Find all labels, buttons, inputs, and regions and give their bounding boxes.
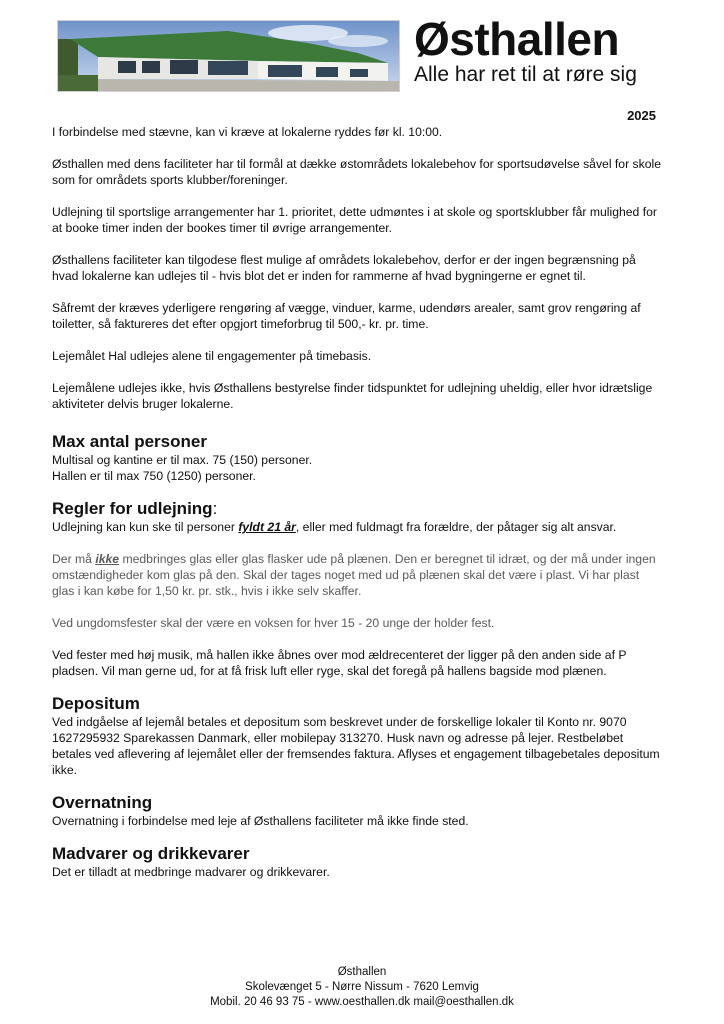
section-deposit — [52, 694, 664, 778]
website-link[interactable]: www.oesthallen.dk — [314, 996, 411, 1008]
paragraph-priority: Udlejning til sportslige arrangementer har 1. prioritet, dette udmøntes i at skole og sportsklubber får mulighed for at booke timer inden der bookes timer til øvrige arrangementer. — [52, 205, 657, 235]
heading-max-persons: Max antal personer — [52, 432, 207, 451]
paragraph-facilities: Østhallens faciliteter kan tilgodese flest mulige af områdets lokalebehov, derfor er der ingen begrænsning på hvad lokalerne kan udlejes til - hvis blot det er inden for rammerne af hvad bygningerne er egnet til. — [52, 253, 636, 283]
max-persons-hall: Hallen er til max 750 (1250) personer. — [52, 469, 256, 483]
food-text: Det er tilladt at medbringe madvarer og drikkevarer. — [52, 865, 330, 879]
heading-deposit: Depositum — [52, 694, 140, 713]
rule-no-glass: Der må ikke medbringes glas eller glas flasker ude på plænen. Den er beregnet til idræt, og der må under ingen omstændigheder kom glas på den. Skal der tages noget med ud på plænen skal det være i plast. Vi har plast glas i kan købe for 1,50 kr. pr. stk., hvis i ikke selv skaffer. — [52, 552, 656, 598]
footer-contact: Mobil. 20 46 93 75 - www.oesthallen.dk mail@oesthallen.dk — [210, 996, 514, 1008]
paragraph-board-decision: Lejemålene udlejes ikke, hvis Østhallens bestyrelse finder tidspunktet for udlejning uheldig, eller hvor idrætslige aktiviteter delvis bruger lokalerne. — [52, 381, 653, 411]
section-rules — [52, 499, 664, 679]
email-link[interactable]: mail@oesthallen.dk — [413, 996, 514, 1008]
rule-youth-parties: Ved ungdomsfester skal der være en voksen for hver 15 - 20 unge der holder fest. — [52, 616, 495, 630]
rule-loud-music: Ved fester med høj musik, må hallen ikke åbnes over mod ældrecenteret der ligger på den anden side af P pladsen. Vil man gerne ud, for at få frisk luft eller ryge, skal det foregå på hallens bagside mod plænen. — [52, 648, 627, 678]
footer-address: Skolevænget 5 - Nørre Nissum - 7620 Lemvig — [245, 981, 479, 993]
hall-photo — [57, 20, 400, 92]
heading-overnight: Overnatning — [52, 793, 153, 812]
section-overnight — [52, 793, 664, 829]
paragraph-cleaning-fee: Såfremt der kræves yderligere rengøring af vægge, vinduer, karme, udendørs arealer, samt grov rengøring af toiletter, så faktureres det efter opgjort timeforbrug til 500,- kr. pr. time. — [52, 301, 641, 331]
section-food — [52, 844, 664, 880]
overnight-text: Overnatning i forbindelse med leje af Østhallens faciliteter må ikke finde sted. — [52, 814, 469, 828]
document-year: 2025 — [627, 108, 656, 123]
age-emphasis: fyldt 21 år — [238, 520, 296, 534]
paragraph-hall-hourly: Lejemålet Hal udlejes alene til engagementer på timebasis. — [52, 349, 372, 363]
not-emphasis: ikke — [95, 552, 120, 566]
document-body — [52, 124, 664, 895]
footer-name: Østhallen — [337, 966, 387, 978]
deposit-text: Ved indgåelse af lejemål betales et depositum som beskrevet under de forskellige lokaler til Konto nr. 9070 1627295932 Sparekassen Danmark, eller mobilepay 313270. Husk navn og adresse på lejer. Restbeløbet betales ved aflevering af lejemålet eller der fremsendes faktura. Aflyses et engagement tilbagebetales depositum ikke. — [52, 715, 660, 777]
paragraph-cleanup-time: I forbindelse med stævne, kan vi kræve at lokalerne ryddes før kl. 10:00. — [52, 125, 443, 139]
max-persons-multisal: Multisal og kantine er til max. 75 (150) personer. — [52, 453, 313, 467]
logo-title: Østhallen — [414, 13, 620, 65]
heading-rules: Regler for udlejning: — [52, 499, 218, 518]
paragraph-purpose: Østhallen med dens faciliteter har til formål at dække østområdets lokalebehov for sportsudøvelse såvel for skole som for områdets sports klubber/foreninger. — [52, 157, 661, 187]
logo-tagline: Alle har ret til at røre sig — [414, 63, 637, 86]
section-max-persons — [52, 432, 664, 484]
footer — [0, 965, 724, 1010]
rule-age-requirement: Udlejning kan kun ske til personer fyldt 21 år, eller med fuldmagt fra forældre, der påtager sig alt ansvar. — [52, 520, 617, 534]
heading-food: Madvarer og drikkevarer — [52, 844, 250, 863]
